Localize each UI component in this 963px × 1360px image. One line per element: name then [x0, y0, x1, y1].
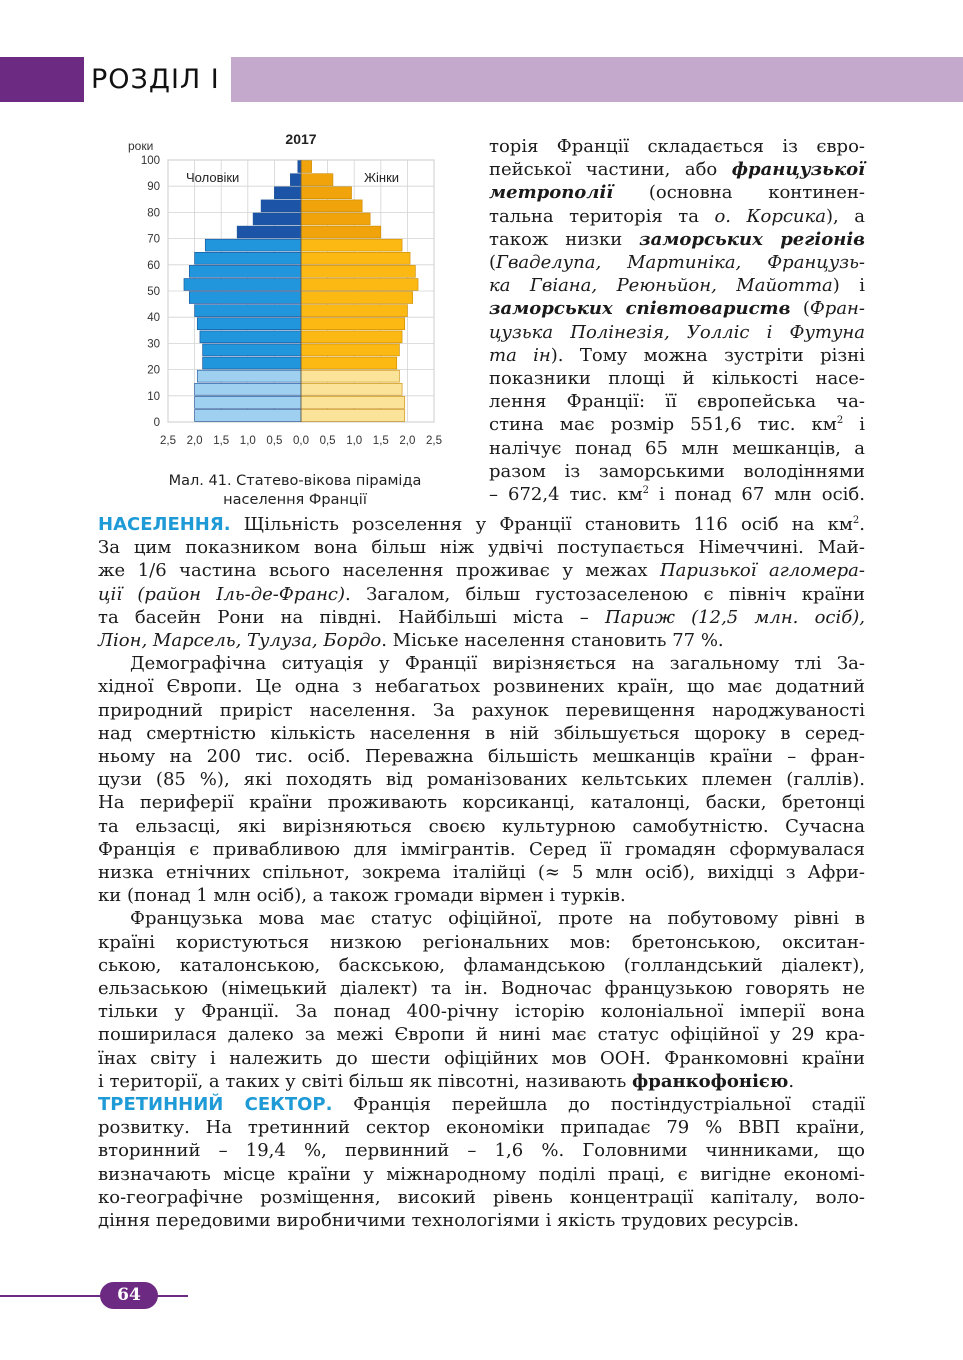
bar-male	[298, 161, 301, 173]
text-run: та ельзасці, які вирізняються своєю культурною самобутністю. Сучасна	[98, 815, 865, 837]
text-run: (	[790, 298, 810, 320]
bar-female	[301, 200, 362, 212]
bar-female	[301, 213, 370, 225]
text-run: і понад 67 млн осіб.	[648, 484, 865, 506]
text-run: Щільність розселення у Франції становить 116 осіб на км	[230, 514, 853, 535]
bar-female	[301, 265, 415, 277]
text-run: ньому на 200 тис. осіб. Переважна більшість мешканців країни – фран-	[98, 746, 865, 768]
y-tick-label: 30	[147, 338, 160, 351]
text-run: разом із заморськими володіннями	[489, 460, 865, 482]
y-tick-label: 100	[140, 155, 160, 167]
text-run: діння передовими виробничими технологіями і якість трудових ресурсів.	[98, 1210, 800, 1232]
text-line	[98, 838, 865, 861]
text-run: поширилася далеко за межі Європи й нині має статус офіційної у 29 кра-	[98, 1024, 865, 1046]
text-run: торія Франції складається із євро-	[489, 136, 865, 157]
x-tick-label: 0,0	[293, 435, 309, 447]
text-run: заморських регіонів	[639, 228, 865, 250]
text-line	[98, 1000, 865, 1023]
page-number: 64	[100, 1282, 158, 1309]
text-run: французької	[731, 159, 865, 181]
text-line	[98, 861, 865, 884]
text-line	[489, 251, 865, 274]
bar-male	[189, 265, 301, 277]
text-run: франкофонією	[632, 1070, 789, 1092]
text-run: Демографічна ситуація у Франції вирізняється на загальному тлі За-	[130, 653, 865, 675]
text-run: ), а	[826, 205, 865, 227]
text-run: За цим показником вона більш ніж удвічі поступається Німеччині. Май-	[98, 537, 865, 559]
text-run: тальна територія та	[489, 205, 715, 227]
bar-male	[195, 252, 301, 264]
text-run: ки (понад 1 млн осіб), а також громади вірмен і турків.	[98, 885, 626, 907]
bar-male	[197, 318, 301, 330]
bar-male	[237, 226, 301, 238]
text-run: метрополії	[489, 182, 614, 204]
text-run: ) і	[832, 275, 865, 297]
superscript: 2	[836, 415, 844, 427]
text-line	[489, 135, 865, 158]
right-column-text	[489, 135, 865, 506]
text-line	[98, 513, 865, 536]
text-run: тільки у Франції. За понад 400-річну історію колоніальної імперії вона	[98, 1001, 865, 1023]
text-line	[98, 722, 865, 745]
figure-caption-line2: населення Франції	[223, 492, 367, 508]
text-line	[98, 884, 865, 907]
text-line	[489, 228, 865, 251]
text-line	[98, 1139, 865, 1162]
text-run: низка етнічних спільнот, зокрема італійці (≈ 5 млн осіб), вихідці з Афри-	[98, 862, 865, 884]
text-line	[489, 460, 865, 483]
text-line	[98, 1093, 865, 1116]
text-run: їнах світу і належить до шести офіційних мов ООН. Франкомовні країни	[98, 1047, 865, 1069]
text-line	[98, 675, 865, 698]
text-line	[98, 536, 865, 559]
header-band	[231, 57, 963, 102]
population-pyramid-figure	[118, 126, 448, 466]
text-line	[489, 344, 865, 367]
bar-male	[184, 279, 301, 291]
y-tick-label: 0	[153, 417, 160, 429]
text-run: ельзаською (німецький діалект) та ін. Водночас французькою говорять не	[98, 978, 865, 1000]
x-tick-label: 1,5	[372, 435, 389, 447]
text-run: .	[788, 1070, 795, 1092]
text-run: Французька мова має статус офіційної, проте на побутовому рівні в	[130, 908, 865, 930]
text-line	[98, 583, 865, 606]
x-tick-label: 2,0	[399, 435, 416, 447]
text-line	[98, 1070, 865, 1093]
figure-caption-line1: Мал. 41. Статево-вікова піраміда	[168, 473, 422, 489]
text-run: цузька Полінезія, Уолліс і Футуна	[489, 321, 865, 343]
text-line	[489, 390, 865, 413]
text-run: стина має розмір 551,6 тис. км	[489, 414, 837, 436]
y-tick-label: 70	[147, 233, 160, 246]
text-line	[98, 907, 865, 930]
y-tick-label: 80	[147, 207, 160, 220]
figure-caption	[140, 472, 450, 510]
superscript: 2	[852, 515, 860, 526]
bar-female	[301, 383, 402, 395]
bar-female	[301, 331, 402, 343]
text-run: і	[843, 414, 865, 436]
bar-female	[301, 174, 333, 186]
x-tick-label: 2,0	[186, 435, 203, 447]
text-run: країні користуються низкою регіональних мов: бретонською, окситан-	[98, 931, 865, 953]
footer-rule	[0, 1295, 188, 1297]
text-run: о. Корсика	[714, 205, 826, 227]
bar-female	[301, 252, 410, 264]
text-line	[98, 1209, 865, 1232]
x-tick-label: 2,5	[426, 435, 442, 447]
text-run: Фран-	[809, 298, 865, 320]
text-line	[489, 483, 865, 506]
text-line	[489, 181, 865, 204]
text-run: ко-географічне розміщення, високий рівень концентрації капіталу, воло-	[98, 1186, 865, 1208]
section-heading: ТРЕТИННИЙ СЕКТОР.	[98, 1094, 333, 1116]
text-run: налічує понад 65 млн мешканців, а	[489, 437, 865, 459]
text-line	[98, 652, 865, 675]
text-line	[98, 606, 865, 629]
bar-male	[195, 305, 301, 317]
text-run: ції (район Іль-де-Франс)	[98, 583, 346, 605]
bar-female	[301, 292, 413, 304]
text-run: Франція перейшла до постіндустріальної стадії	[332, 1094, 865, 1116]
text-run: над смертністю кількість населення в ній збільшується щороку в серед-	[98, 722, 865, 744]
text-line	[98, 1163, 865, 1186]
bar-female	[301, 239, 402, 251]
x-tick-label: 1,0	[346, 435, 363, 447]
bar-female	[301, 161, 312, 173]
text-line	[489, 321, 865, 344]
text-run: ською, каталонською, баскською, фламандською (голландський діалект),	[98, 954, 865, 976]
bar-male	[253, 213, 301, 225]
text-line	[98, 768, 865, 791]
text-line	[98, 931, 865, 954]
bar-male	[261, 200, 301, 212]
bar-female	[301, 344, 399, 356]
text-line	[489, 158, 865, 181]
text-run: На периферії країни проживають корсиканці, каталонці, баски, бретонці	[98, 792, 865, 814]
legend-male-label: Чоловіки	[186, 170, 240, 185]
x-tick-label: 1,5	[213, 435, 230, 447]
text-run: . Загалом, більш густозаселеною є північ країни	[345, 583, 865, 605]
y-axis-label: роки	[128, 139, 154, 153]
text-line	[489, 297, 865, 320]
text-run: природний приріст населення. За рахунок перевищення народжуваності	[98, 699, 865, 721]
chart-title: 2017	[285, 131, 317, 147]
text-run: лення Франції: її європейська ча-	[489, 391, 865, 413]
text-line	[489, 205, 865, 228]
bar-male	[205, 239, 301, 251]
text-run: .	[859, 514, 865, 535]
text-line	[98, 1116, 865, 1139]
text-line	[98, 745, 865, 768]
x-tick-label: 0,5	[266, 435, 283, 447]
x-tick-label: 2,5	[160, 435, 176, 447]
text-run: заморських співтовариств	[489, 298, 791, 320]
text-run: ка Гвіана, Реюньйон, Майотта	[489, 275, 833, 297]
text-run: Ліон, Марсель, Тулуза, Бордо	[98, 630, 382, 652]
text-run: хідної Європи. Це одна з небагатьох розвинених країн, що має додатний	[98, 676, 865, 698]
y-tick-label: 60	[147, 259, 160, 272]
y-tick-label: 20	[147, 364, 160, 377]
bar-male	[200, 331, 301, 343]
text-line	[98, 1023, 865, 1046]
bar-female	[301, 305, 407, 317]
text-run: вторинний – 19,4 %, первинний – 1,6 %. Головними чинниками, що	[98, 1140, 865, 1162]
text-line	[489, 437, 865, 460]
chapter-title: РОЗДІЛ I	[91, 64, 220, 95]
text-line	[98, 1047, 865, 1070]
bar-male	[195, 410, 301, 422]
text-run: та ін	[489, 344, 551, 366]
text-run: пейської частини, або	[489, 159, 732, 181]
text-line	[98, 815, 865, 838]
bar-male	[195, 396, 301, 408]
bar-male	[195, 383, 301, 395]
text-line	[98, 1186, 865, 1209]
text-run: та басейн Рони на півдні. Найбільші міста –	[98, 606, 605, 628]
y-tick-label: 50	[147, 286, 160, 298]
text-run: показники площі й кількості насе-	[489, 368, 865, 390]
text-run: цузи (85 %), які походять від романізованих кельтських племен (галлів).	[98, 769, 865, 791]
bar-female	[301, 318, 405, 330]
text-line	[98, 954, 865, 977]
text-run: визначають місце країни у міжнародному поділі праці, є вигідне економі-	[98, 1163, 865, 1185]
y-tick-label: 10	[147, 390, 160, 403]
section-heading: НАСЕЛЕННЯ.	[98, 514, 231, 535]
text-line	[98, 559, 865, 582]
header-accent-block	[0, 57, 84, 102]
text-line	[98, 791, 865, 814]
text-line	[489, 413, 865, 436]
text-run: Гваделупа, Мартиніка, Французь-	[496, 252, 865, 274]
text-run: також низки	[489, 228, 640, 250]
bar-female	[301, 279, 418, 291]
main-text	[98, 513, 865, 1232]
bar-male	[203, 357, 301, 369]
bar-female	[301, 357, 397, 369]
text-run: (	[489, 252, 497, 274]
bar-female	[301, 187, 352, 199]
legend-female-label: Жінки	[364, 170, 400, 185]
text-run: же 1/6 частина всього населення проживає у межах	[98, 560, 660, 582]
x-tick-label: 0,5	[319, 435, 336, 447]
text-line	[98, 977, 865, 1000]
text-line	[489, 367, 865, 390]
text-run: розвитку. На третинний сектор економіки припадає 79 % ВВП країни,	[98, 1117, 865, 1139]
y-tick-label: 90	[147, 181, 160, 194]
bar-female	[301, 370, 399, 382]
text-line	[98, 629, 865, 652]
bar-male	[290, 174, 301, 186]
bar-female	[301, 396, 405, 408]
text-line	[489, 274, 865, 297]
text-run: ). Тому можна зустріти різні	[550, 344, 865, 366]
bar-male	[274, 187, 301, 199]
bar-female	[301, 410, 405, 422]
text-run: (основна континен-	[613, 182, 865, 204]
bar-male	[203, 344, 301, 356]
bar-male	[189, 292, 301, 304]
x-tick-label: 1,0	[239, 435, 256, 447]
y-tick-label: 40	[147, 312, 160, 325]
population-pyramid-chart	[118, 126, 448, 466]
text-run: Франція є привабливою для іммігрантів. Серед її громадян сформувалася	[98, 838, 865, 860]
superscript: 2	[642, 485, 649, 497]
text-line	[98, 699, 865, 722]
text-run: . Міське населення становить 77 %.	[381, 630, 724, 652]
bar-female	[301, 226, 381, 238]
text-run: – 672,4 тис. км	[489, 484, 643, 506]
text-run: і території, а таких у світі більш як півсотні, називають	[98, 1070, 632, 1092]
text-run: Париж (12,5 млн. осіб),	[604, 606, 865, 628]
text-run: Паризької агломера-	[659, 560, 865, 582]
bar-male	[197, 370, 301, 382]
